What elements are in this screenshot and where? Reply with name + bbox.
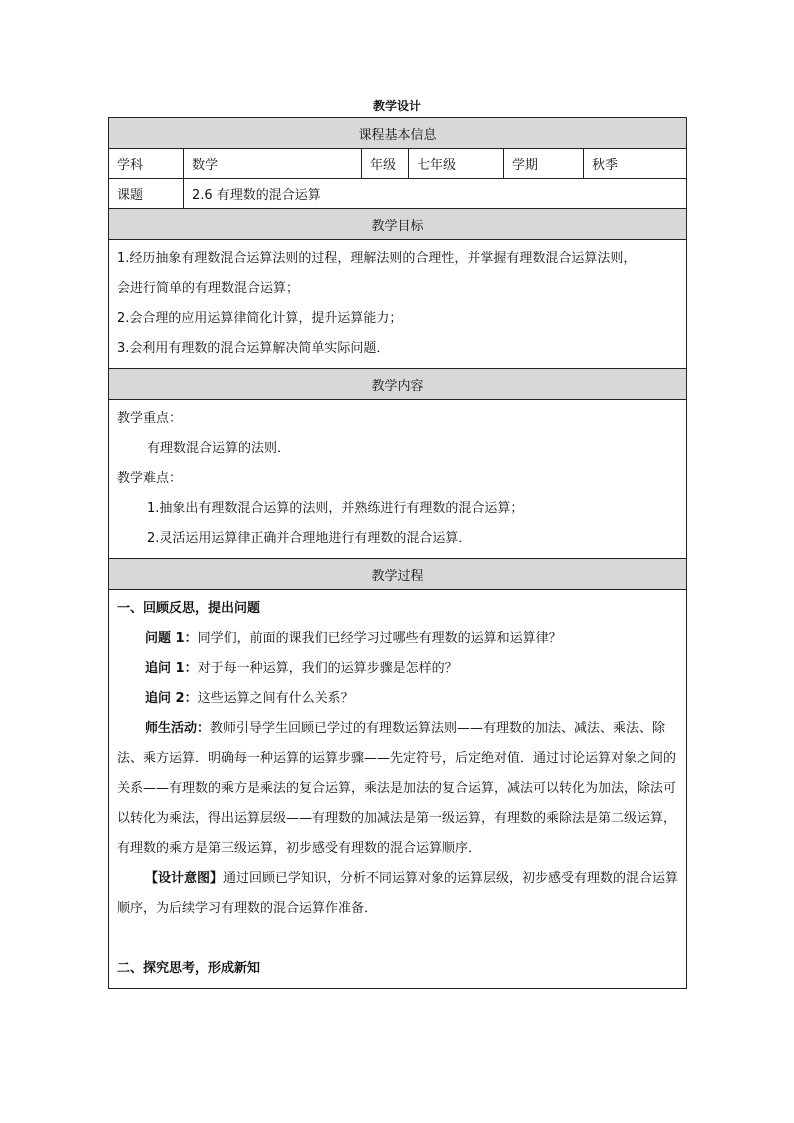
content-header: 教学内容 xyxy=(109,369,687,400)
question-1 xyxy=(117,624,678,654)
objective-3: 3.会利用有理数的混合运算解决简单实际问题． xyxy=(117,341,390,356)
content-body xyxy=(109,400,687,559)
design-intent xyxy=(117,864,678,924)
topic-label: 课题 xyxy=(109,179,184,209)
activity-label: 师生活动： xyxy=(145,721,211,736)
difficulty-label: 教学难点： xyxy=(117,471,183,486)
grade-value: 七年级 xyxy=(409,149,504,179)
follow-up-1 xyxy=(117,654,678,684)
difficulty-item-2: 2.灵活运用运算律正确并合理地进行有理数的混合运算． xyxy=(147,531,472,546)
subject-value: 数学 xyxy=(184,149,362,179)
term-label: 学期 xyxy=(504,149,584,179)
follow-up-2 xyxy=(117,684,678,714)
section-1-title: 一、回顾反思，提出问题 xyxy=(117,601,261,616)
subject-label: 学科 xyxy=(109,149,184,179)
key-point-label: 教学重点： xyxy=(117,411,183,426)
key-point-item: 有理数混合运算的法则． xyxy=(147,441,291,456)
activity-text: 教师引导学生回顾已学过的有理数运算法则——有理数的加法、减法、乘法、除法、乘方运算．明确每一种运算的运算步骤——先定符号，后定绝对值．通过讨论运算对象之间的关系——有理数的乘方是乘法的复合运算，乘法是加法的复合运算，减法可以转化为加法，除法可以转化为乘法，得出运算层级——有理数的加减法是第一级运算，有理数的乘除法是第二级运算，有理数的乘方是第三级运算，初步感受有理数的混合运算顺序． xyxy=(117,721,677,856)
process-header: 教学过程 xyxy=(109,559,687,590)
basic-info-header: 课程基本信息 xyxy=(109,118,687,149)
grade-label: 年级 xyxy=(362,149,409,179)
follow-up-1-text: 对于每一种运算，我们的运算步骤是怎样的？ xyxy=(197,661,458,676)
intent-text: 通过回顾已学知识，分析不同运算对象的运算层级，初步感受有理数的混合运算顺序，为后续学习有理数的混合运算作准备． xyxy=(117,871,679,916)
term-value: 秋季 xyxy=(584,149,687,179)
follow-up-2-text: 这些运算之间有什么关系？ xyxy=(197,691,354,706)
objective-1-line-1: 1.经历抽象有理数混合运算法则的过程，理解法则的合理性，并掌握有理数混合运算法则， xyxy=(117,251,637,266)
objective-1-line-2: 会进行简单的有理数混合运算； xyxy=(117,281,300,296)
lesson-plan-table xyxy=(108,117,687,989)
difficulty-item-1: 1.抽象出有理数混合运算的法则，并熟练进行有理数的混合运算； xyxy=(147,501,524,516)
objectives-header: 教学目标 xyxy=(109,209,687,240)
section-2-title: 二、探究思考，形成新知 xyxy=(117,961,261,976)
objective-2: 2.会合理的应用运算律简化计算，提升运算能力； xyxy=(117,311,403,326)
topic-value: 2.6 有理数的混合运算 xyxy=(184,179,687,209)
teacher-student-activity xyxy=(117,714,678,864)
objectives-body xyxy=(109,240,687,369)
intent-label: 【设计意图】 xyxy=(145,871,224,886)
question-1-label: 问题 1： xyxy=(145,631,198,646)
follow-up-2-label: 追问 2： xyxy=(145,691,198,706)
process-body xyxy=(109,590,687,989)
document-title: 教学设计 xyxy=(372,99,421,113)
question-1-text: 同学们，前面的课我们已经学习过哪些有理数的运算和运算律？ xyxy=(197,631,562,646)
follow-up-1-label: 追问 1： xyxy=(145,661,198,676)
